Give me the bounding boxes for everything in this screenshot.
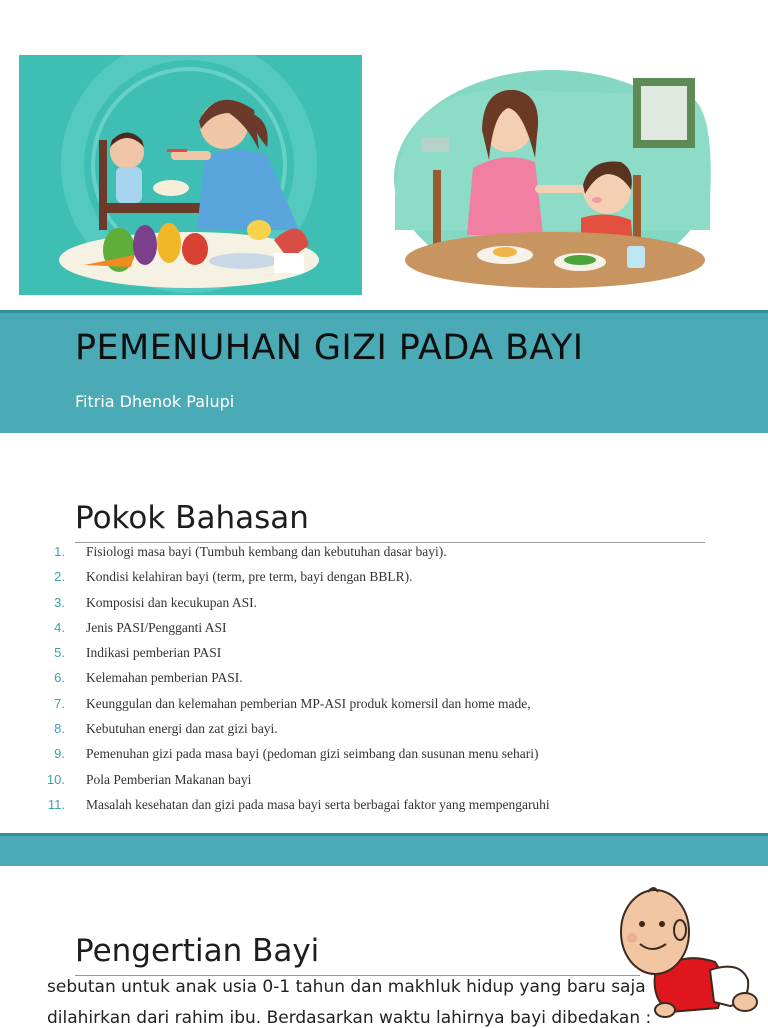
list-item-number: 11. <box>47 796 65 812</box>
list-item-text: Fisiologi masa bayi (Tumbuh kembang dan kebutuhan dasar bayi). <box>86 544 447 559</box>
mother-feeding-child-illustration <box>385 50 720 292</box>
list-item <box>0 795 768 820</box>
heading-divider <box>75 975 640 976</box>
list-item-text: Jenis PASI/Pengganti ASI <box>86 619 227 635</box>
title-band-top-border <box>0 310 768 313</box>
list-item-number: 7. <box>54 695 65 711</box>
list-item-number: 2. <box>54 569 65 585</box>
list-item-number: 3. <box>54 594 65 610</box>
list-item-text: Pemenuhan gizi pada masa bayi (pedoman gizi seimbang dan susunan menu sehari) <box>86 746 539 762</box>
list-item <box>0 593 768 618</box>
list-item-text: Keunggulan dan kelemahan pemberian MP-ASI produk komersil dan home made, <box>86 695 531 711</box>
list-item-text: Komposisi dan kecukupan ASI. <box>86 594 257 610</box>
list-item <box>0 643 768 668</box>
list-item-text: Kondisi kelahiran bayi (term, pre term, bayi dengan BBLR). <box>86 569 413 585</box>
list-item-text: Kebutuhan energi dan zat gizi bayi. <box>86 721 278 737</box>
slide-divider-band-border <box>0 833 768 836</box>
list-item-number: 9. <box>54 746 65 762</box>
list-item <box>0 719 768 744</box>
list-item-text: Masalah kesehatan dan gizi pada masa bayi serta berbagai faktor yang mempengaruhi <box>86 796 550 812</box>
list-item-number: 5. <box>54 645 65 661</box>
slide-divider-band <box>0 833 768 866</box>
list-item <box>0 542 768 567</box>
list-item-text: Pola Pemberian Makanan bayi <box>86 771 252 787</box>
mother-feeding-baby-illustration <box>19 55 362 295</box>
list-item-number: 1. <box>54 544 65 559</box>
list-item-number: 6. <box>54 670 65 686</box>
list-item-number: 4. <box>54 619 65 635</box>
list-item <box>0 668 768 693</box>
topic-list <box>0 542 768 820</box>
list-item <box>0 618 768 643</box>
author-name: Fitria Dhenok Palupi <box>75 392 235 411</box>
list-item <box>0 694 768 719</box>
list-item-number: 8. <box>54 721 65 737</box>
list-item <box>0 744 768 769</box>
list-item-text: Kelemahan pemberian PASI. <box>86 670 243 686</box>
section-heading-pokok-bahasan: Pokok Bahasan <box>75 500 309 536</box>
body-text-line: dilahirkan dari rahim ibu. Berdasarkan waktu lahirnya bayi dibedakan : <box>47 1008 652 1028</box>
crawling-baby-illustration <box>610 880 768 1024</box>
list-item <box>0 770 768 795</box>
section-heading-pengertian-bayi: Pengertian Bayi <box>75 933 320 969</box>
list-item-text: Indikasi pemberian PASI <box>86 645 222 661</box>
list-item-number: 10. <box>46 771 65 787</box>
list-item <box>0 567 768 592</box>
body-text-line: sebutan untuk anak usia 0-1 tahun dan makhluk hidup yang baru saja <box>47 977 646 997</box>
presentation-title: PEMENUHAN GIZI PADA BAYI <box>75 328 584 368</box>
